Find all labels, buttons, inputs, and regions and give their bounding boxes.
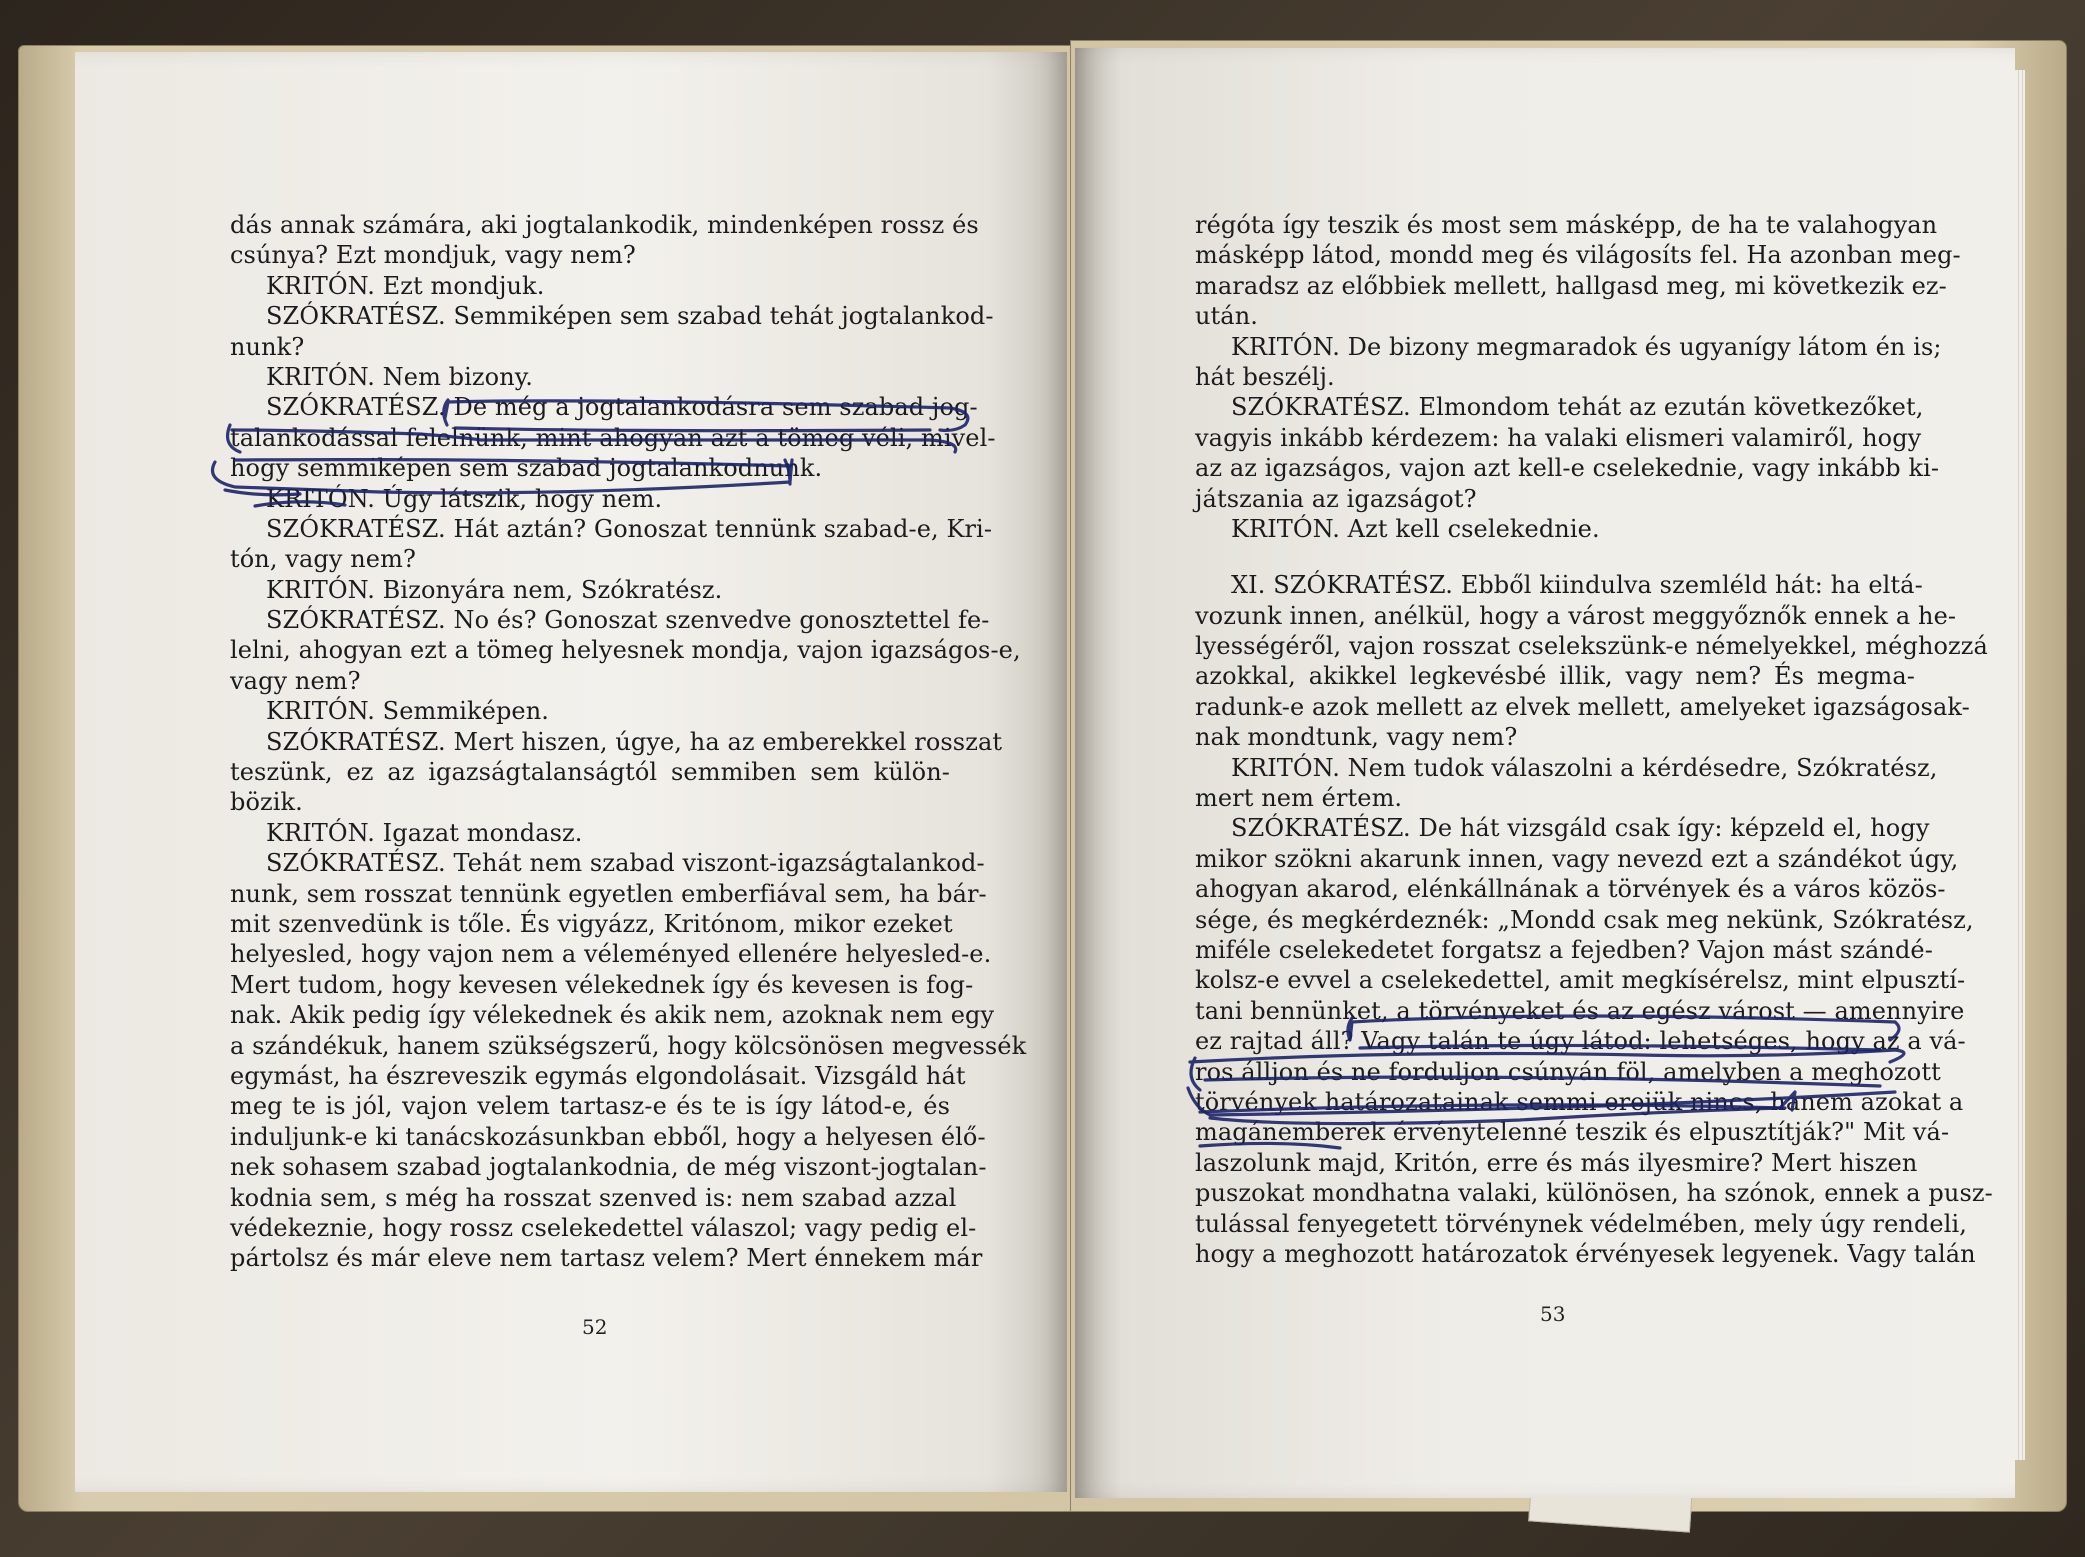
left-page-text-line: KRITÓN. Nem bizony. — [266, 362, 533, 391]
page-number-right: 53 — [1540, 1302, 1566, 1326]
right-page-text-line: puszokat mondhatna valaki, különösen, ha szónok, ennek a pusz- — [1195, 1179, 1993, 1208]
right-page-text-line: után. — [1195, 302, 1258, 331]
right-page-text-line: tulással fenyegetett törvénynek védelmében, mely úgy rendeli, — [1195, 1209, 1968, 1238]
left-page-text-line: helyesled, hogy vajon nem a véleményed ellenére helyesled-e. — [230, 940, 992, 969]
right-page-text-line: tani bennünket, a törvényeket és az egész várost — amennyire — [1195, 996, 1965, 1025]
left-page-text-line: csúnya? Ezt mondjuk, vagy nem? — [230, 241, 636, 270]
left-page-text-line: nek sohasem szabad jogtalankodnia, de még viszont-jogtalan- — [230, 1153, 987, 1182]
left-page-text-line: SZÓKRATÉSZ. Tehát nem szabad viszont-igazságtalankod- — [266, 849, 985, 878]
right-page-text-line: ez rajtad áll? Vagy talán te úgy látod: lehetséges, hogy az a vá- — [1195, 1027, 1966, 1056]
right-page-text-line: azokkal, akikkel legkevésbé illik, vagy nem? És megma- — [1195, 662, 1915, 691]
left-page-text-line: KRITÓN. Ezt mondjuk. — [266, 271, 545, 300]
left-page-text-line: KRITÓN. Semmiképen. — [266, 697, 550, 726]
left-page-text-line: védekeznie, hogy rossz cselekedettel válaszol; vagy pedig el- — [230, 1213, 977, 1242]
right-page-text-line: másképp látod, mondd meg és világosíts fel. Ha azonban meg- — [1195, 241, 1961, 270]
right-page-text — [1195, 210, 1993, 1269]
left-page-text-line: nunk, sem rosszat tennünk egyetlen emberfiával sem, ha bár- — [230, 879, 987, 908]
left-page-text-line: vagy nem? — [230, 666, 361, 695]
left-page-text — [230, 210, 1027, 1274]
right-page-text-line: vagyis inkább kérdezem: ha valaki elismeri valamiről, hogy — [1195, 423, 1922, 452]
right-page-text-line: régóta így teszik és most sem másképp, de ha te valahogyan — [1195, 211, 1938, 239]
left-page-text-line: meg te is jól, vajon velem tartasz-e és te is így látod-e, és — [230, 1092, 950, 1121]
right-page-text-line: törvények határozatainak semmi erejük nincs, hanem azokat a — [1195, 1087, 1964, 1116]
left-page-text-line: pártolsz és már eleve nem tartasz velem? Mert énnekem már — [230, 1244, 983, 1273]
right-page-text-line: az az igazságos, vajon azt kell-e cselekednie, vagy inkább ki- — [1195, 454, 1940, 483]
right-page-text-line: mert nem értem. — [1195, 784, 1403, 813]
left-page-text-line: nunk? — [230, 332, 305, 361]
right-page-text-line: radunk-e azok mellett az elvek mellett, amelyeket igazságosak- — [1195, 692, 1970, 721]
left-page-text-line: kodnia sem, s még ha rosszat szenved is: nem szabad azzal — [230, 1183, 957, 1212]
left-page-text-line: induljunk-e ki tanácskozásunkban ebből, hogy a helyesen élő- — [230, 1122, 986, 1151]
page-number-left: 52 — [582, 1315, 608, 1339]
right-page-text-line: KRITÓN. Azt kell cselekednie. — [1231, 514, 1600, 543]
left-page-text-line: a szándékuk, hanem szükségszerű, hogy kölcsönösen megvessék — [230, 1031, 1027, 1060]
right-page-text-line: játszania az igazságot? — [1195, 484, 1477, 513]
left-page-text-line: SZÓKRATÉSZ. De még a jogtalankodásra sem szabad jog- — [266, 393, 978, 422]
left-page-text-line: teszünk, ez az igazságtalanságtól semmiben sem külön- — [230, 758, 950, 787]
right-page-text-line: SZÓKRATÉSZ. De hát vizsgáld csak így: képzeld el, hogy — [1231, 814, 1930, 843]
left-page-text-line: nak. Akik pedig így vélekednek és akik nem, azoknak nem egy — [230, 1001, 995, 1030]
right-page-text-line: lyességéről, vajon rosszat cselekszünk-e némelyekkel, méghozzá — [1195, 632, 1988, 661]
left-page-text-line: SZÓKRATÉSZ. Hát aztán? Gonoszat tennünk szabad-e, Kri- — [266, 514, 993, 543]
left-page-text-line: lelni, ahogyan ezt a tömeg helyesnek mondja, vajon igazságos-e, — [230, 636, 1021, 665]
left-page-text-line: Mert tudom, hogy kevesen vélekednek így és kevesen is fog- — [230, 970, 974, 999]
right-page-text-line: kolsz-e evvel a cselekedettel, amit megkísérelsz, mint elpusztí- — [1195, 966, 1966, 995]
left-page-text-line: talankodással felelnünk, mint ahogyan azt a tömeg véli, mivel- — [230, 423, 996, 452]
left-page-text-line: dás annak számára, aki jogtalankodik, mindenképen rossz és — [230, 211, 979, 239]
left-page-text-line: KRITÓN. Úgy látszik, hogy nem. — [266, 484, 663, 513]
right-page-text-line: sége, és megkérdeznék: „Mondd csak meg nekünk, Szókratész, — [1195, 905, 1974, 934]
right-page-text-line: ros álljon és ne forduljon csúnyán föl, amelyben a meghozott — [1195, 1057, 1941, 1086]
left-page-text-line: SZÓKRATÉSZ. No és? Gonoszat szenvedve gonosztettel fe- — [266, 606, 990, 635]
right-page-text-line: XI. SZÓKRATÉSZ. Ebből kiindulva szemléld hát: ha eltá- — [1231, 571, 1923, 600]
right-page-text-line: magánemberek érvénytelenné teszik és elpusztítják?" Mit vá- — [1195, 1118, 1950, 1147]
right-page-text-line: maradsz az előbbiek mellett, hallgasd meg, mi következik ez- — [1195, 271, 1947, 300]
right-page-text-line: laszolunk majd, Kritón, erre és más ilyesmire? Mert hiszen — [1195, 1148, 1918, 1177]
right-page-text-line: hogy a meghozott határozatok érvényesek legyenek. Vagy talán — [1195, 1239, 1976, 1268]
right-page-text-line: SZÓKRATÉSZ. Elmondom tehát az ezután következőket, — [1231, 393, 1924, 422]
left-page-text-line: hogy semmiképen sem szabad jogtalankodnunk. — [230, 454, 823, 483]
left-page-text-line: bözik. — [230, 788, 303, 817]
right-page-text-line: ahogyan akarod, elénkállnának a törvények és a város közös- — [1195, 875, 1946, 904]
left-page-text-line: KRITÓN. Bizonyára nem, Szókratész. — [266, 575, 723, 604]
left-page-text-line: SZÓKRATÉSZ. Semmiképen sem szabad tehát jogtalankod- — [266, 302, 994, 331]
left-page-text-line: tón, vagy nem? — [230, 545, 416, 574]
right-page-text-line: hát beszélj. — [1195, 362, 1335, 391]
left-page-text-line: egymást, ha észreveszik egymás elgondolásait. Vizsgáld hát — [230, 1061, 966, 1090]
right-page-text-line: miféle cselekedetet forgatsz a fejedben? Vajon mást szándé- — [1195, 935, 1933, 964]
left-page-text-line: KRITÓN. Igazat mondasz. — [266, 818, 583, 847]
right-page-text-line: mikor szökni akarunk innen, vagy nevezd ezt a szándékot úgy, — [1195, 844, 1959, 873]
right-page-text-line: KRITÓN. Nem tudok válaszolni a kérdésedre, Szókratész, — [1231, 753, 1938, 782]
right-page-text-line: vozunk innen, anélkül, hogy a várost meggyőznők ennek a he- — [1195, 601, 1957, 630]
left-page-text-line: SZÓKRATÉSZ. Mert hiszen, úgye, ha az emberekkel rosszat — [266, 727, 1003, 756]
right-page-text-line: nak mondtunk, vagy nem? — [1195, 723, 1518, 752]
right-page-text-line: KRITÓN. De bizony megmaradok és ugyanígy látom én is; — [1231, 332, 1942, 361]
left-page-text-line: mit szenvedünk is tőle. És vigyázz, Kritónom, mikor ezeket — [230, 909, 953, 938]
